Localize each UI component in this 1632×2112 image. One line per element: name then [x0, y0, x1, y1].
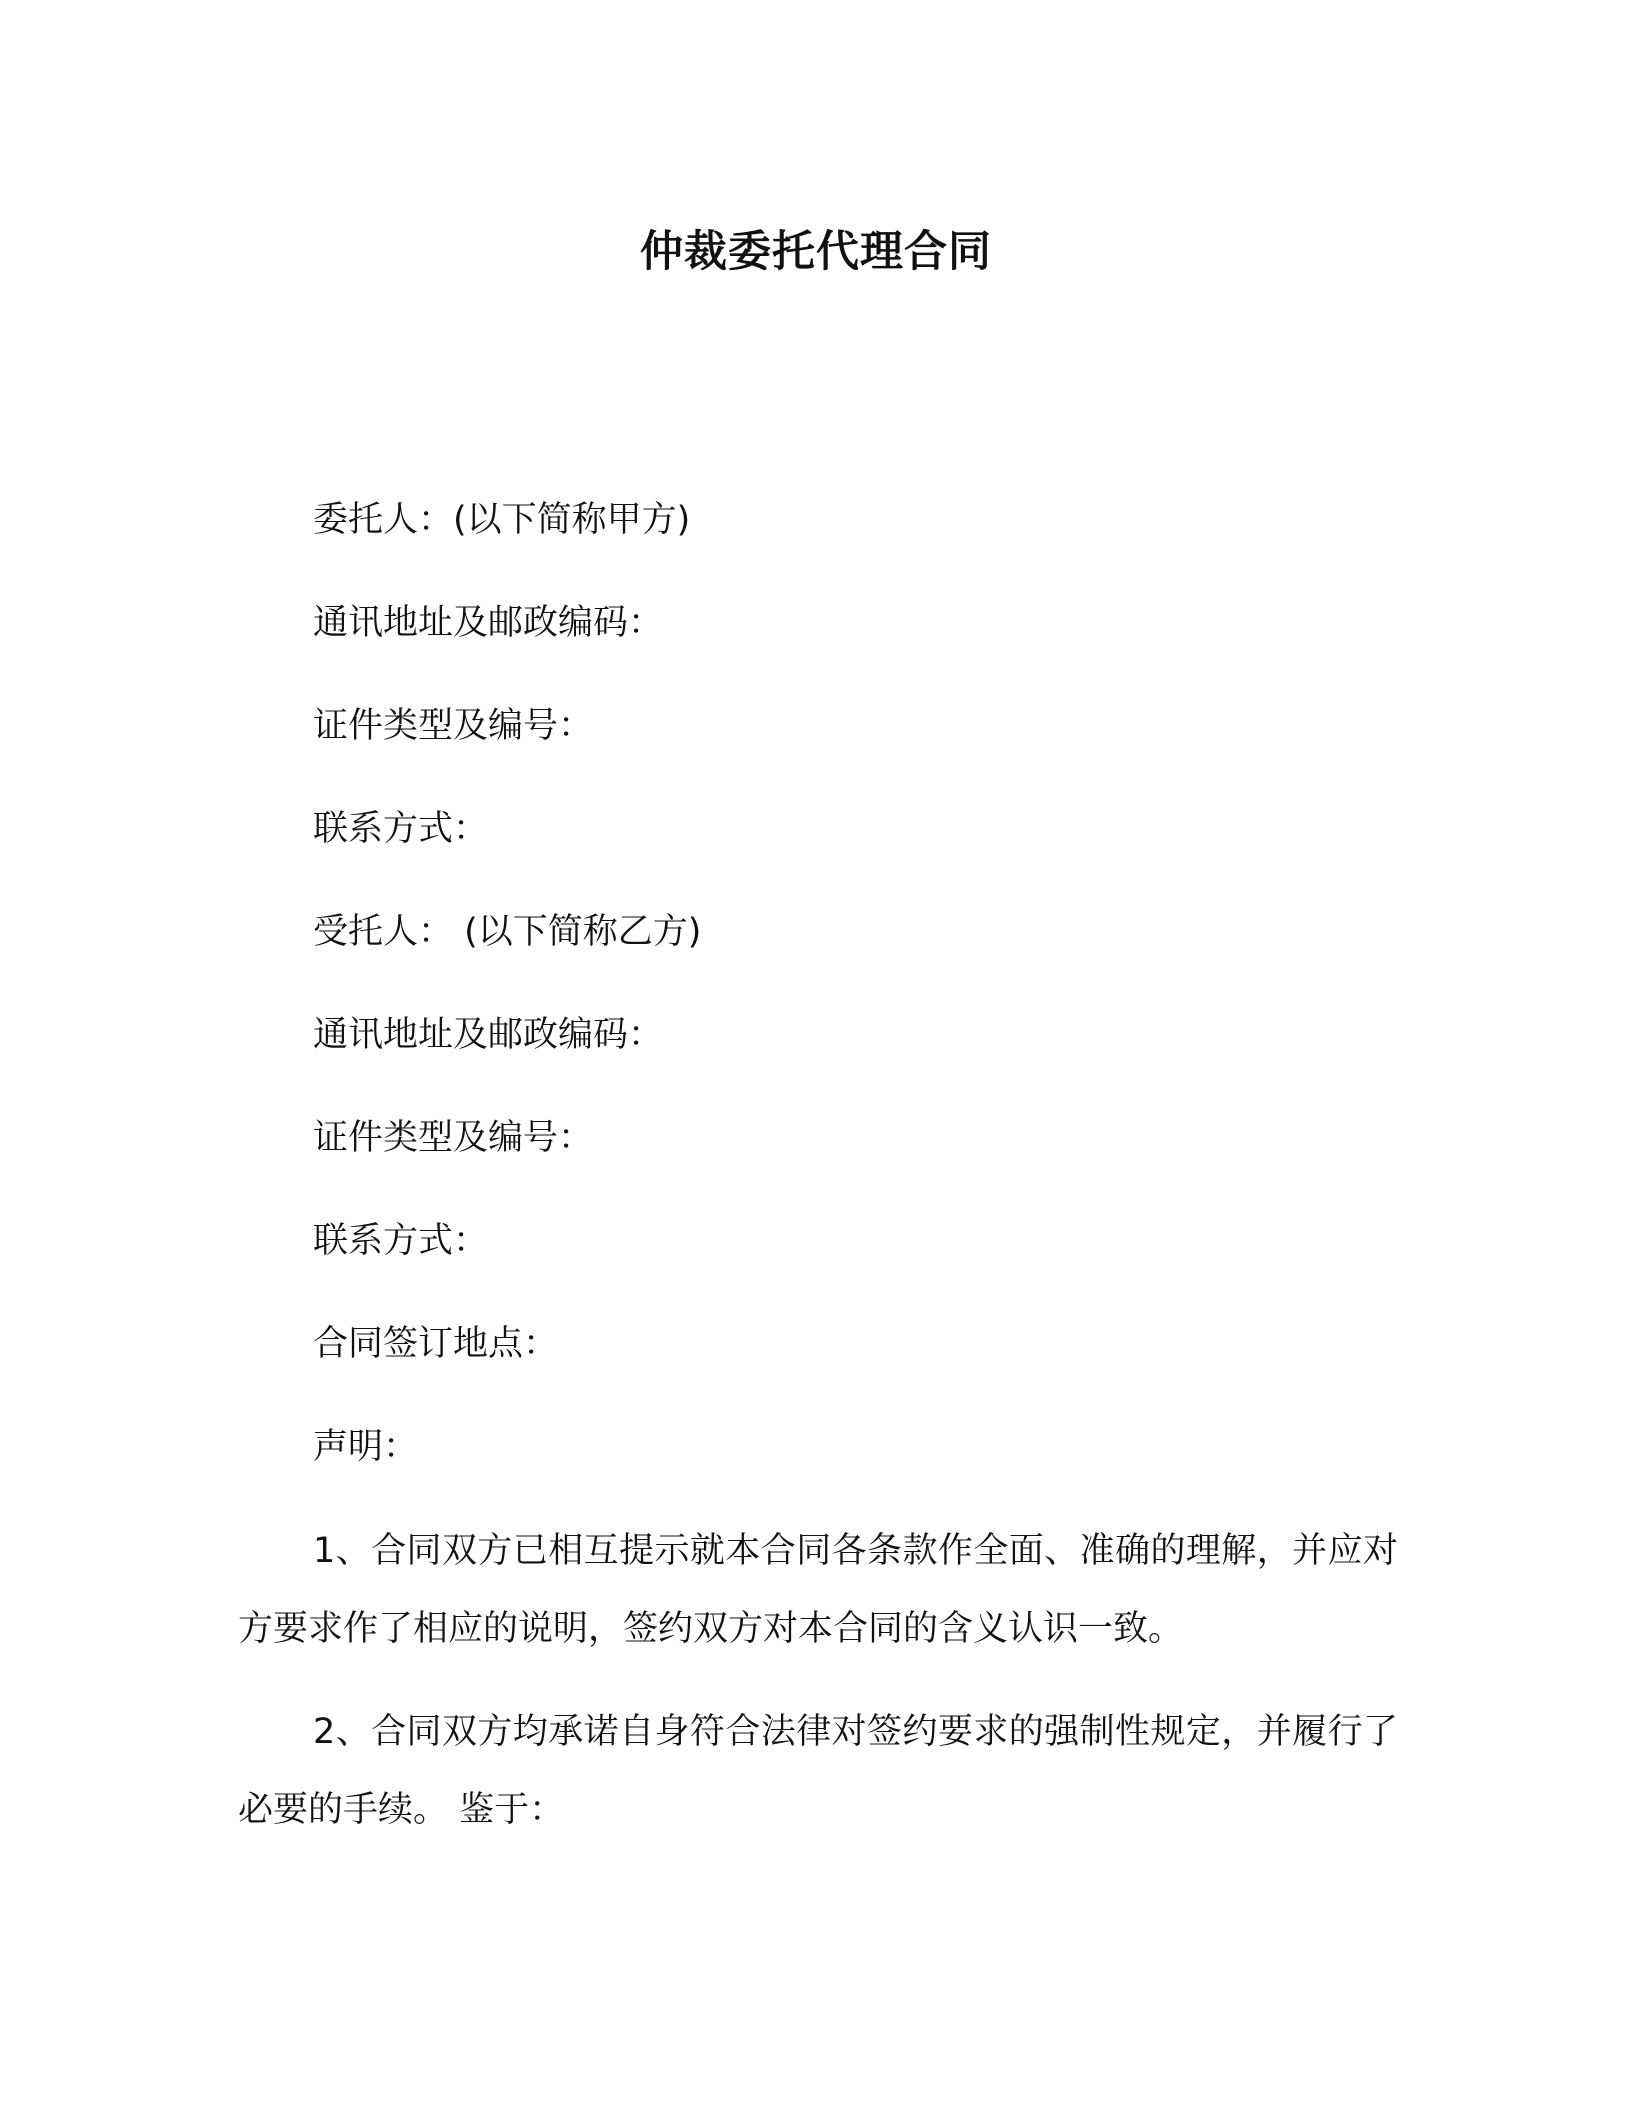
agent-contact-line: 联系方式： [313, 1221, 489, 1261]
document-title: 仲裁委托代理合同 [640, 227, 992, 277]
clause-1: 1、合同双方已相互提示就本合同各条款作全面、准确的理解，并应对方要求作了相应的说明，签约双方对本合同的含义认识一致。 [238, 1531, 1398, 1649]
agent-id-line: 证件类型及编号： [313, 1118, 594, 1158]
agent-address-line: 通讯地址及邮政编码： [313, 1015, 664, 1055]
signing-place-line: 合同签订地点： [313, 1324, 559, 1364]
principal-contact-line: 联系方式： [313, 809, 489, 849]
clause-2: 2、合同双方均承诺自身符合法律对签约要求的强制性规定，并履行了必要的手续。 鉴于： [238, 1712, 1398, 1830]
principal-address-line: 通讯地址及邮政编码： [313, 603, 664, 643]
principal-id-line: 证件类型及编号： [313, 706, 594, 746]
principal-line: 委托人：(以下简称甲方) [313, 500, 691, 540]
agent-line: 受托人： (以下简称乙方) [313, 912, 702, 952]
statement-heading: 声明： [313, 1427, 419, 1467]
